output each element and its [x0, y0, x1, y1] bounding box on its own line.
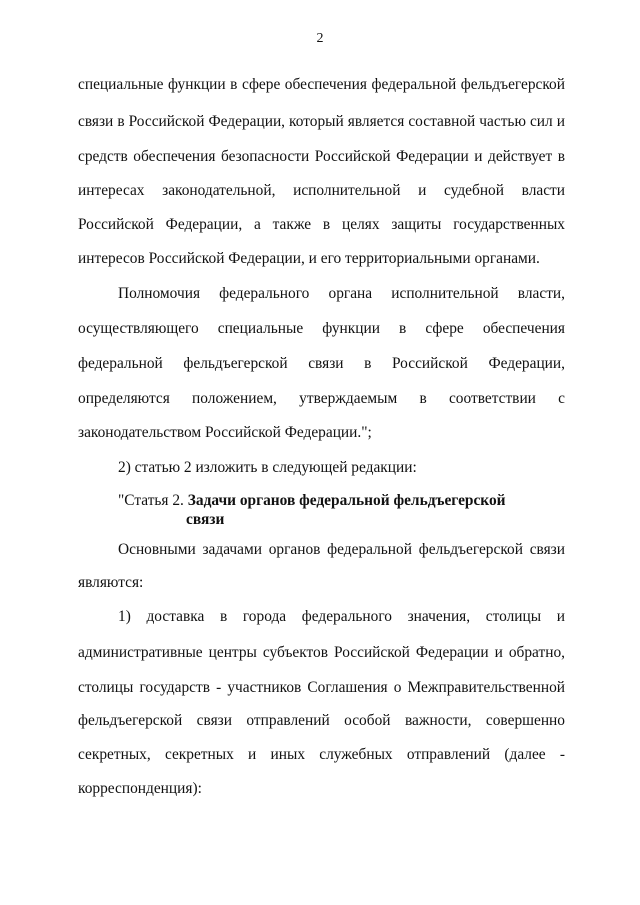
- text-line: Российской Федерации, а также в целях защиты государственных: [78, 216, 565, 233]
- article-prefix: "Статья 2.: [118, 492, 188, 509]
- text-line: связи в Российской Федерации, который является составной частью сил и: [78, 113, 565, 130]
- text-line: фельдъегерской связи отправлений особой важности, совершенно: [78, 712, 565, 729]
- text-line: являются:: [78, 574, 144, 591]
- text-line: 1) доставка в города федерального значения, столицы и: [118, 608, 565, 625]
- text-line: Основными задачами органов федеральной фельдъегерской связи: [118, 541, 565, 558]
- article-heading-line: [118, 492, 506, 510]
- text-line: интересах законодательной, исполнительной и судебной власти: [78, 182, 565, 199]
- text-line: интересов Российской Федерации, и его территориальными органами.: [78, 250, 540, 267]
- text-line: секретных, секретных и иных служебных отправлений (далее -: [78, 746, 565, 763]
- text-line: средств обеспечения безопасности Российской Федерации и действует в: [78, 148, 565, 165]
- text-line: административные центры субъектов Российской Федерации и обратно,: [78, 644, 565, 661]
- text-line: столицы государств - участников Соглашения о Межправительственной: [78, 679, 565, 696]
- text-line: федеральной фельдъегерской связи в Российской Федерации,: [78, 355, 565, 372]
- text-line: определяются положением, утверждаемым в соответствии с: [78, 390, 565, 407]
- text-line: законодательством Российской Федерации.";: [78, 424, 372, 441]
- text-line: осуществляющего специальные функции в сфере обеспечения: [78, 320, 565, 337]
- text-line: корреспонденция):: [78, 780, 202, 797]
- article-title-continuation: связи: [186, 511, 225, 528]
- paragraph-3: 2) статью 2 изложить в следующей редакции:: [118, 459, 417, 476]
- text-line: Полномочия федерального органа исполнительной власти,: [118, 285, 565, 302]
- page-number: 2: [316, 31, 324, 46]
- article-title: Задачи органов федеральной фельдъегерской: [187, 492, 506, 509]
- text-line: специальные функции в сфере обеспечения федеральной фельдъегерской: [78, 76, 565, 93]
